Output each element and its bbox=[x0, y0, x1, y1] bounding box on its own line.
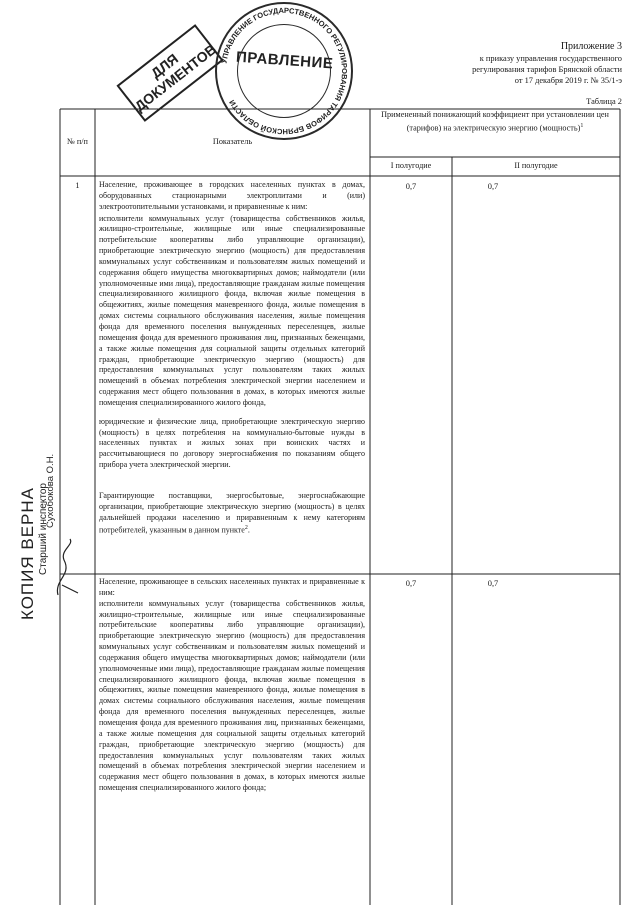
row-1-value-h1: 0,7 bbox=[405, 182, 417, 191]
col-header-coef-footnote: 1 bbox=[580, 122, 584, 129]
col-header-half-2: II полугодие bbox=[514, 161, 558, 170]
col-header-indicator: Показатель bbox=[212, 137, 253, 146]
table-label: Таблица 2 bbox=[586, 97, 622, 106]
row-1-num: 1 bbox=[75, 181, 80, 190]
row-2-para-2: исполнители коммунальных услуг (товарищества собственников жилья, жилищно-строительные, жилищные или иные специализированные потребительские кооперативы либо управляющие организации), приобретающие электрическую энергию (мощность) для предоставления коммунальных услуг собственникам и пользователям жилых помещений и содержания общего имущества многоквартирных домов; наймодатели (или уполномоченные ими лица), предоставляющие гражданам жилые помещения специализированного жилищного фонда, включая жилые помещения в общежитиях, жилые помещения маневренного фонда, жилые помещения в домах системы социального обслуживания населения, жилые помещения фонда для временного поселения вынужденных переселенцев, жилые помещения фонда для временного проживания лиц, признанных беженцами, а также жилые помещения для социальной защиты отдельных категорий граждан, приобретающие электрическую энергию (мощность) для предоставления коммунальных услуг пользователям таких жилых помещений в объемах потребления электрической энергии населением и содержания мест общего пользования в домах, в которых имеются жилые помещения специализированного жилого фонда; bbox=[99, 598, 365, 793]
col-header-half-1: I полугодие bbox=[390, 161, 432, 170]
row-1-value-h2: 0,7 bbox=[487, 182, 499, 191]
row-1-para-2: исполнители коммунальных услуг (товарищества собственников жилья, жилищно-строительные, жилищные или иные специализированные потребительские кооперативы либо управляющие организации), приобретающие электрическую энергию (мощность) для предоставления коммунальных услуг собственникам и пользователям жилых помещений и содержания общего имущества многоквартирных домов; наймодатели (или уполномоченные ими лица), предоставляющие гражданам жилые помещения специализированного жилищного фонда, включая жилые помещения в общежитиях, жилые помещения маневренного фонда, жилые помещения в домах системы социального обслуживания населения, жилые помещения фонда для временного поселения вынужденных переселенцев, жилые помещения фонда для временного проживания лиц, признанных беженцами, а также жилые помещения для социальной защиты отдельных категорий граждан, приобретающие электрическую энергию (мощность) для предоставления коммунальных услуг пользователям таких жилых помещений в объемах потребления электрической энергии населением и содержания мест общего пользования в домах, в которых имеются жилые помещения специализированного жилого фонда, bbox=[99, 213, 365, 407]
row-1-footnote-mark: 2 bbox=[244, 525, 248, 532]
round-seal-ring-label: УПРАВЛЕНИЕ ГОСУДАРСТВЕННОГО РЕГУЛИРОВАНИЯ ТАРИФОВ БРЯНСКОЙ ОБЛАСТИ bbox=[219, 5, 350, 137]
row-1-para-4 bbox=[99, 491, 365, 537]
copy-stamp-name: Сухобокова О.Н. bbox=[45, 453, 56, 528]
row-1-para-4-end: . bbox=[247, 526, 250, 536]
row-2-para-1: Население, проживающее в сельских населенных пунктах и приравненные к ним: bbox=[99, 577, 365, 597]
col-header-num: № п/п bbox=[67, 137, 88, 146]
copy-stamp-position: Старший инспектор bbox=[38, 483, 49, 575]
row-2-value-h2: 0,7 bbox=[487, 579, 499, 588]
signature-mark bbox=[52, 535, 82, 605]
appendix-title: Приложение 3 bbox=[560, 41, 622, 52]
col-header-coef bbox=[372, 110, 618, 134]
row-2-value-h1: 0,7 bbox=[405, 579, 417, 588]
round-seal-word: ПРАВЛЕНИЕ bbox=[235, 48, 334, 73]
copy-certified-stamp: КОПИЯ ВЕРНА bbox=[18, 486, 37, 620]
row-2-indicator bbox=[99, 577, 365, 794]
row-1-para-1: Население, проживающее в городских населенных пунктах в домах, оборудованных стационарными электроплитами и (или) электроотопительными установками, и приравненные к ним: bbox=[99, 180, 365, 211]
col-header-coef-text: Примененный понижающий коэффициент при установлении цен (тарифов) на электрическую энергию (мощность) bbox=[381, 110, 609, 133]
row-1-para-4-text: Гарантирующие поставщики, энергосбытовые, энергоснабжающие организации, приобретающие электрическую энергию (мощность) в целях дальнейшей продажи населению и приравненным к нему категориям потребителей, указанным в данном пункте bbox=[99, 490, 365, 536]
for-documents-stamp-text: ДЛЯ ДОКУМЕНТОВ bbox=[131, 40, 220, 115]
row-1-para-3: юридические и физические лица, приобретающие электрическую энергию (мощность) в целях потребления на коммунально-бытовые нужды в населенных пунктах и жилых зонах при воинских частях и рассчитывающиеся по договору энергоснабжения по показаниям общего прибора учета электрической энергии. bbox=[99, 416, 365, 470]
header-line-3: от 17 декабря 2019 г. № 35/1-э bbox=[514, 76, 622, 85]
header-line-1: к приказу управления государственного bbox=[479, 54, 622, 63]
header-line-2: регулирования тарифов Брянской области bbox=[472, 65, 622, 74]
row-1-indicator bbox=[99, 180, 365, 537]
